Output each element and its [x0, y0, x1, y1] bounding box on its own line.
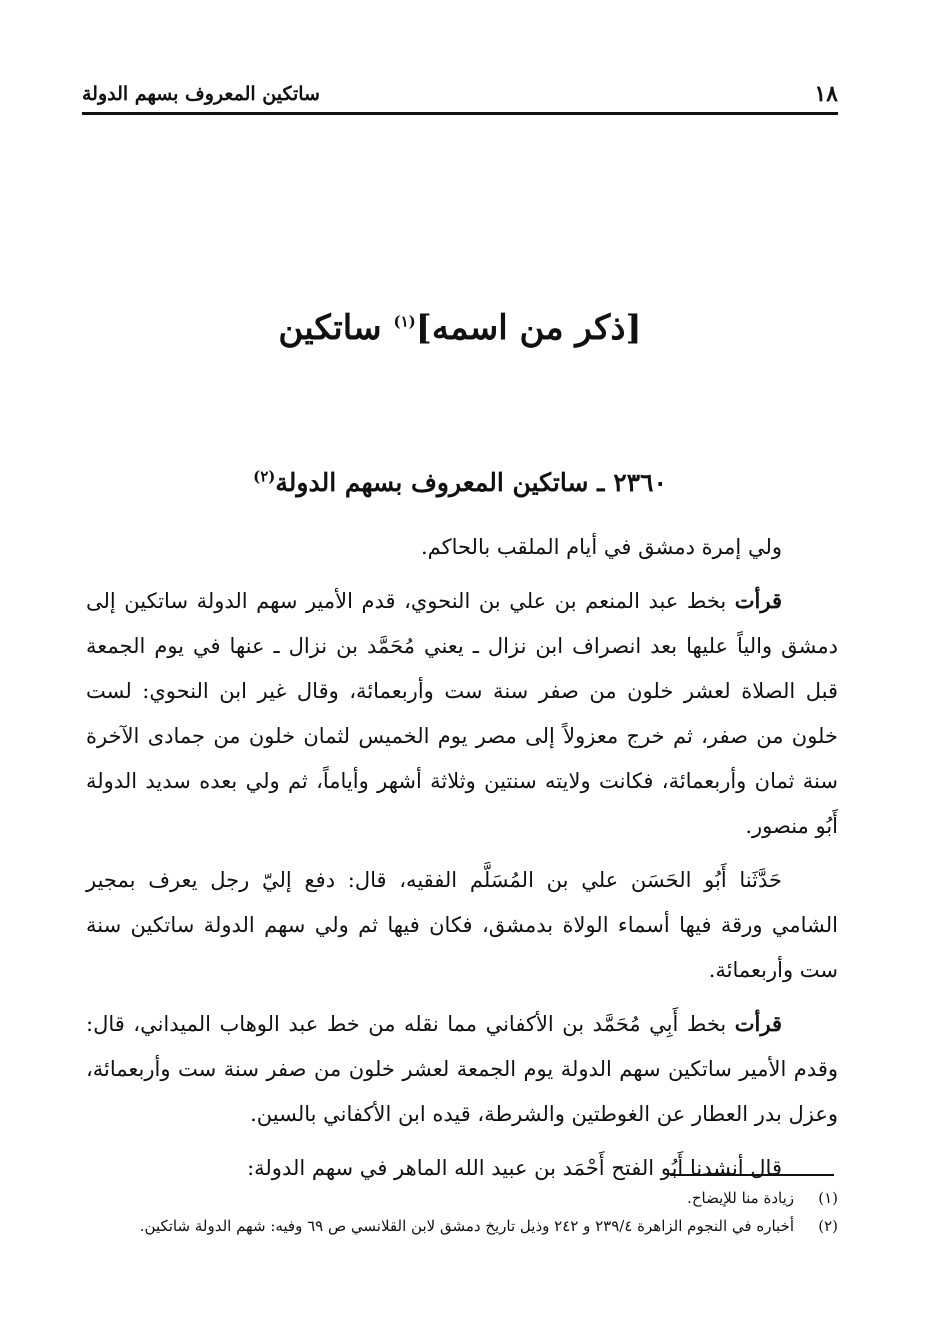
footnote-text: أخباره في النجوم الزاهرة ٢٣٩/٤ و ٢٤٢ وذيل تاريخ دمشق لابن القلانسي ص ٦٩ وفيه: شهم الدولة شاتكين.	[139, 1217, 794, 1235]
entry-heading-text: ٢٣٦٠ ـ ساتكين المعروف بسهم الدولة	[275, 468, 667, 497]
section-heading	[82, 308, 838, 348]
footnote-mark: (١)	[818, 1189, 838, 1207]
paragraph-text: حَدَّثَنا أَبُو الحَسَن علي بن المُسَلَّم الفقيه، قال: دفع إليّ رجل يعرف بمجير الشامي ورقة فيها أسماء الولاة بدمشق، فكان فيها ثم ولي سهم الدولة ساتكين سنة ست وأربعمائة.	[86, 868, 838, 982]
paragraph-text: ولي إمرة دمشق في أيام الملقب بالحاكم.	[420, 535, 782, 559]
paragraph-lead: قرأت	[734, 588, 782, 613]
running-title: ساتكين المعروف بسهم الدولة	[82, 83, 320, 105]
entry-heading	[82, 468, 838, 497]
paragraph-text: بخط أَبِي مُحَمَّد بن الأكفاني مما نقله من خط عبد الوهاب الميداني، قال: وقدم الأمير ساتكين سهم الدولة يوم الجمعة لعشر خلون من صفر سنة ست وأربعمائة، وعزل بدر العطار عن الغوطتين والشرطة، قيده ابن الأكفاني بالسين.	[86, 1012, 838, 1126]
footnote-mark: (٢)	[818, 1217, 838, 1235]
footnotes	[86, 1184, 838, 1240]
section-heading-text: [ذكر من اسمه]	[415, 308, 642, 348]
footnote-ref-1[interactable]: (١)	[393, 312, 416, 331]
paragraph-text: قال أنشدنا أَبُو الفتح أَحْمَد بن عبيد الله الماهر في سهم الدولة:	[247, 1156, 782, 1180]
footnote-item	[86, 1212, 838, 1240]
paragraph	[86, 524, 838, 570]
paragraph-lead: قرأت	[734, 1011, 782, 1036]
paragraph	[86, 857, 838, 993]
section-heading-name: ساتكين	[278, 308, 382, 348]
paragraph-text: بخط عبد المنعم بن علي بن النحوي، قدم الأمير سهم الدولة ساتكين إلى دمشق والياً عليها بعد انصراف ابن نزال ـ يعني مُحَمَّد بن نزال ـ عنها في يوم الجمعة قبل الصلاة لعشر خلون من صفر سنة ست وأربعمائة، وقال غير ابن النحوي: لست خلون من صفر، ثم خرج معزولاً إلى مصر يوم الخميس لثمان خلون من جمادى الآخرة سنة ثمان وأربعمائة، فكانت ولايته سنتين وثلاثة أشهر وأياماً، ثم ولي بعده سديد الدولة أَبُو منصور.	[86, 589, 838, 838]
footnote-item	[86, 1184, 838, 1212]
footnote-text: زيادة منا للإيضاح.	[687, 1189, 794, 1207]
body-text	[86, 524, 838, 1199]
page-number: ١٨	[814, 81, 838, 107]
footnote-ref-2[interactable]: (٢)	[253, 467, 276, 486]
paragraph	[86, 1001, 838, 1137]
page-header	[82, 76, 838, 115]
paragraph	[86, 578, 838, 849]
footnote-divider	[670, 1174, 834, 1176]
